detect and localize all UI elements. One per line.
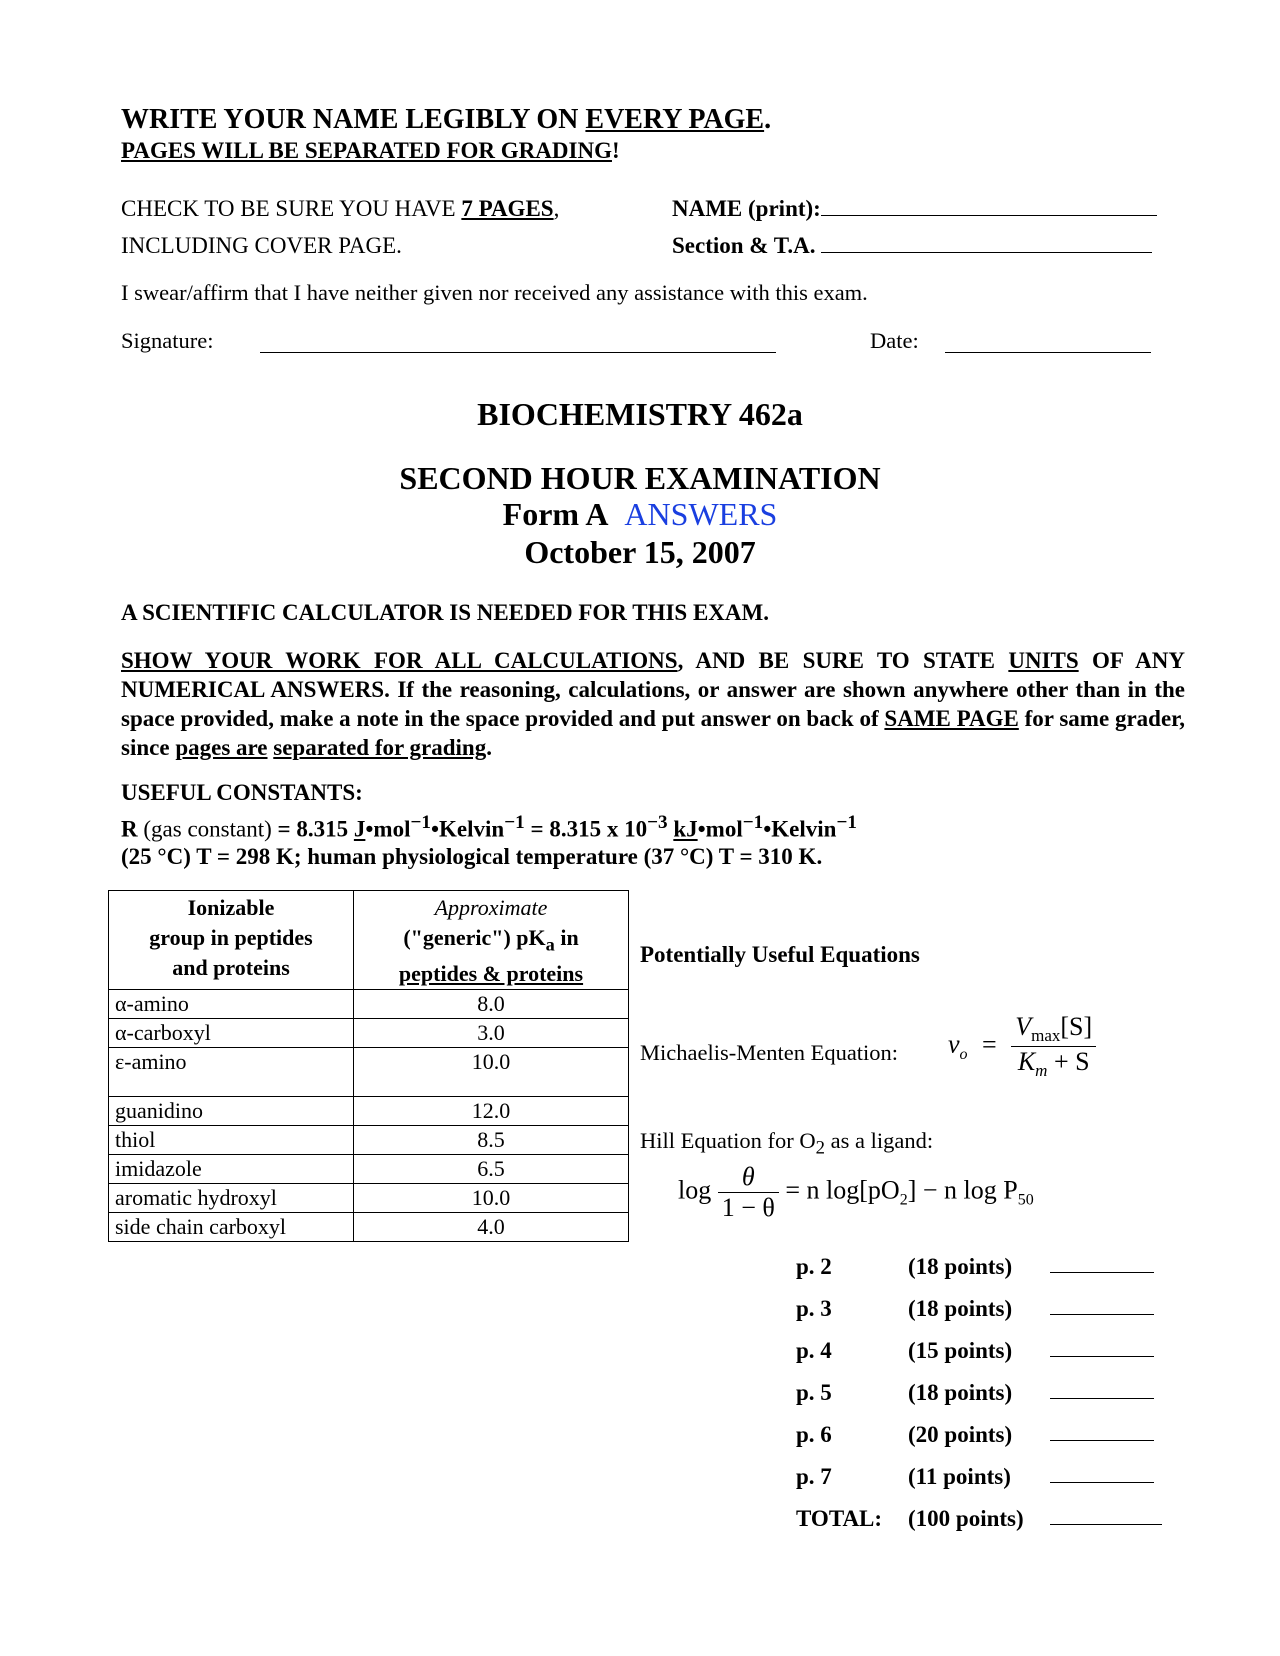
hill-label-text-2: as a ligand: [824, 1128, 934, 1153]
header-emphasis: EVERY PAGE [585, 104, 765, 135]
instr-separated: separated for grading [273, 735, 487, 760]
mm-substrate: [S] [1060, 1012, 1093, 1041]
instr-text-2: OF ANY NUMERICAL ANSWERS. If the reasoning, calculations, or answer are shown anywhere other than in the space provided, make a note in the space provided and put answer on back of [121, 648, 1185, 731]
col2-header-l2 [360, 923, 622, 959]
score-points: (15 points) [908, 1338, 1013, 1363]
r-exp-5: −1 [836, 812, 857, 833]
score-points: (18 points) [908, 1380, 1013, 1405]
score-page: p. 5 [796, 1380, 832, 1405]
pka-cell: 8.0 [354, 990, 629, 1019]
check-pages-note-2: INCLUDING COVER PAGE. [121, 233, 402, 258]
score-points: (20 points) [908, 1422, 1013, 1447]
hill-one-minus-theta: 1 − θ [721, 1193, 775, 1222]
col2-header-sub: a [545, 934, 555, 955]
instr-units: UNITS [1008, 648, 1079, 673]
hill-label-sub: 2 [815, 1137, 825, 1159]
score-blank[interactable] [1050, 1356, 1154, 1357]
r-exp-3: −3 [647, 812, 668, 833]
temperatures-line: (25 °C) T = 298 K; human physiological temperature (37 °C) T = 310 K. [121, 844, 823, 869]
group-cell: aromatic hydroxyl [109, 1184, 354, 1213]
instr-same-page: SAME PAGE [884, 706, 1019, 731]
pka-col2-header [354, 891, 629, 990]
mm-fraction [1011, 1012, 1096, 1081]
score-page: p. 7 [796, 1464, 832, 1489]
r-unit-kelvin: •Kelvin [430, 816, 505, 842]
pka-cell: 12.0 [354, 1097, 629, 1126]
instr-pages-are: pages are [175, 735, 268, 760]
mm-vmax-v: V [1015, 1012, 1032, 1041]
table-row [109, 1048, 629, 1097]
r-exp-4: −1 [742, 812, 764, 833]
col2-header-in: in [554, 925, 579, 950]
col1-header-l2: group in peptides [149, 925, 313, 950]
section-input-line[interactable] [821, 252, 1152, 253]
form-label: Form A [502, 496, 609, 532]
col2-header-l3: peptides & proteins [398, 961, 584, 987]
name-label: NAME (print): [672, 196, 821, 221]
group-cell: ε-amino [109, 1048, 354, 1097]
header-punct-2: ! [611, 138, 620, 163]
r-symbol: R [121, 816, 138, 842]
instr-show-work: SHOW YOUR WORK FOR ALL CALCULATIONS [121, 648, 678, 673]
score-page: p. 6 [796, 1422, 832, 1447]
course-title: BIOCHEMISTRY 462a [477, 396, 803, 432]
check-text: CHECK TO BE SURE YOU HAVE [121, 196, 462, 221]
equations-heading: Potentially Useful Equations [640, 942, 920, 967]
pka-cell: 4.0 [354, 1213, 629, 1242]
hill-rhs-sub: 2 [899, 1191, 908, 1209]
section-label: Section & T.A. [672, 233, 816, 258]
r-exp-2: −1 [504, 812, 525, 833]
pka-col1-header [109, 891, 354, 990]
score-points: (100 points) [908, 1506, 1024, 1531]
hill-fraction [718, 1162, 779, 1223]
group-cell: α-carboxyl [109, 1019, 354, 1048]
mm-denominator [1011, 1047, 1096, 1081]
check-punct: , [553, 196, 560, 221]
answers-label: ANSWERS [624, 496, 778, 532]
affirmation-text: I swear/affirm that I have neither given nor received any assistance with this exam. [121, 280, 868, 305]
form-title [0, 496, 1280, 533]
r-unit-mol-2: •mol [697, 816, 743, 842]
mm-v-sub: o [959, 1045, 968, 1063]
pka-cell: 3.0 [354, 1019, 629, 1048]
score-total-blank[interactable] [1050, 1524, 1162, 1525]
col2-header-l1: Approximate [434, 895, 548, 920]
pka-cell: 10.0 [354, 1184, 629, 1213]
col1-header-l1: Ionizable [187, 895, 275, 920]
pka-cell: 8.5 [354, 1126, 629, 1155]
group-cell: side chain carboxyl [109, 1213, 354, 1242]
name-input-line[interactable] [821, 215, 1157, 216]
r-value-2: = 8.315 x 10 [524, 816, 648, 842]
score-points: (18 points) [908, 1254, 1013, 1279]
michaelis-menten-equation: $v_o$ = $\frac{V_{max}[S]}{K_m + S}$ [948, 1012, 1096, 1081]
check-pages-note [121, 196, 559, 222]
score-page: TOTAL: [796, 1506, 883, 1531]
michaelis-menten-label: Michaelis-Menten Equation: [640, 1040, 899, 1065]
check-pages-count: 7 PAGES [461, 196, 554, 221]
group-cell: imidazole [109, 1155, 354, 1184]
table-row [109, 1097, 629, 1126]
col2-header-pk: ("generic") pK [403, 925, 546, 950]
pka-table [108, 890, 629, 1242]
exam-title: SECOND HOUR EXAMINATION [399, 460, 881, 496]
table-row [109, 1213, 629, 1242]
header-line-2 [121, 138, 620, 164]
score-blank[interactable] [1050, 1272, 1154, 1273]
instr-text-1: , AND BE SURE TO STATE [677, 648, 1009, 673]
hill-rhs-2: ] − n log P [907, 1175, 1018, 1205]
score-blank[interactable] [1050, 1398, 1154, 1399]
score-blank[interactable] [1050, 1440, 1154, 1441]
col1-header-l3: and proteins [172, 955, 290, 980]
score-points: (11 points) [908, 1464, 1011, 1489]
table-row [109, 990, 629, 1019]
mm-km-sub: m [1035, 1061, 1048, 1081]
hill-log: log [678, 1175, 712, 1205]
mm-km-k: K [1017, 1047, 1036, 1077]
name-field[interactable] [672, 196, 1157, 222]
hill-theta: θ [718, 1162, 779, 1193]
score-page: p. 3 [796, 1296, 832, 1321]
hill-equation-label [640, 1128, 933, 1160]
score-page: p. 2 [796, 1254, 832, 1279]
table-row [109, 1155, 629, 1184]
score-blank[interactable] [1050, 1482, 1154, 1483]
r-unit-j: J [353, 816, 366, 842]
instr-text-3: for same grader, since [121, 706, 1185, 760]
header-punct: . [764, 104, 772, 135]
hill-equation [678, 1162, 1034, 1223]
date-input-line[interactable] [945, 326, 1151, 353]
table-row [109, 1019, 629, 1048]
section-field[interactable] [672, 233, 1152, 259]
table-row [109, 1126, 629, 1155]
mm-plus-s: + S [1047, 1047, 1090, 1077]
instr-period: . [486, 735, 492, 760]
r-desc: (gas constant) [137, 816, 278, 842]
r-unit-kj: kJ [673, 816, 698, 842]
r-exp-1: −1 [410, 812, 431, 833]
signature-label: Signature: [121, 328, 214, 353]
pka-cell: 10.0 [354, 1048, 629, 1097]
pka-table-header [109, 891, 629, 990]
hill-rhs-1: = n log[pO [785, 1175, 900, 1205]
gas-constant-line [121, 812, 857, 843]
header-line-1 [121, 104, 771, 136]
constants-heading: USEFUL CONSTANTS: [121, 780, 363, 805]
group-cell: guanidino [109, 1097, 354, 1126]
calculator-note: A SCIENTIFIC CALCULATOR IS NEEDED FOR THIS EXAM. [121, 600, 769, 625]
date-label: Date: [870, 328, 919, 353]
hill-label-text: Hill Equation for O [640, 1128, 816, 1153]
pka-cell: 6.5 [354, 1155, 629, 1184]
signature-field[interactable] [121, 328, 213, 354]
hill-rhs-sub-2: 50 [1017, 1191, 1034, 1209]
mm-numerator [1011, 1012, 1096, 1047]
r-unit-kelvin-2: •Kelvin [763, 816, 837, 842]
score-points: (18 points) [908, 1296, 1013, 1321]
mm-v: v [948, 1029, 960, 1059]
mm-vmax-sub: max [1031, 1026, 1061, 1046]
exam-date: October 15, 2007 [524, 534, 756, 570]
r-value-1: = 8.315 [277, 816, 354, 842]
group-cell: thiol [109, 1126, 354, 1155]
group-cell: α-amino [109, 990, 354, 1019]
instructions-paragraph [121, 646, 1185, 762]
table-row [109, 1184, 629, 1213]
header-grading-note: PAGES WILL BE SEPARATED FOR GRADING [121, 138, 612, 163]
score-blank[interactable] [1050, 1314, 1154, 1315]
score-page: p. 4 [796, 1338, 832, 1363]
signature-input-line[interactable] [260, 326, 776, 353]
r-unit-mol: •mol [365, 816, 411, 842]
header-text: WRITE YOUR NAME LEGIBLY ON [121, 104, 586, 135]
